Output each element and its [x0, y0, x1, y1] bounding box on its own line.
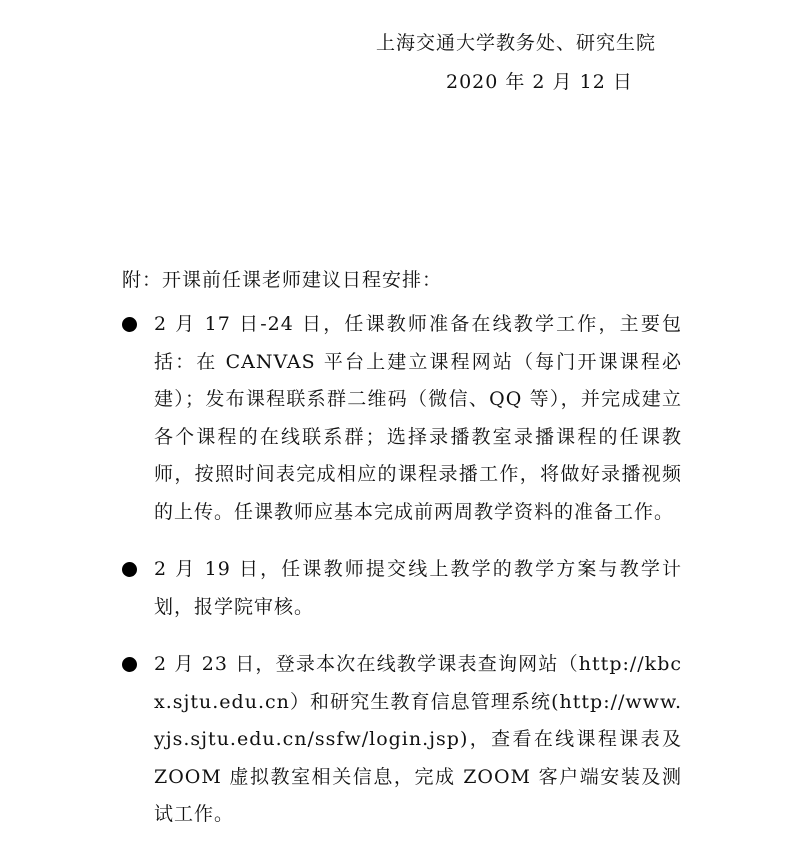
bullet-icon	[122, 562, 137, 577]
schedule-item-text: 2 月 17 日-24 日，任课教师准备在线教学工作，主要包括：在 CANVAS 平台上建立课程网站（每门开课课程必建）；发布课程联系群二维码（微信、QQ 等），并完成建立各个课程的在线联系群；选择录播教室录播课程的任课教师，按照时间表完成相应的课程录播工作，将做好录播视频的上传。任课教师应基本完成前两周教学资料的准备工作。	[154, 313, 682, 523]
bullet-icon	[122, 657, 137, 672]
schedule-list	[122, 306, 682, 854]
schedule-item-text: 2 月 19 日，任课教师提交线上教学的教学方案与教学计划，报学院审核。	[154, 558, 682, 618]
attachment-heading: 附：开课前任课老师建议日程安排：	[122, 269, 443, 291]
bullet-icon	[122, 317, 137, 332]
signature-date: 2020 年 2 月 12 日	[446, 71, 633, 93]
schedule-item	[122, 551, 682, 626]
schedule-item	[122, 646, 682, 834]
schedule-item-text: 2 月 23 日，登录本次在线教学课表查询网站（http://kbcx.sjtu.edu.cn）和研究生教育信息管理系统(http://www.yjs.sjtu.edu.cn/ssfw/login.jsp)，查看在线课程课表及 ZOOM 虚拟教室相关信息，完成 ZOOM 客户端安装及测试工作。	[154, 653, 682, 825]
signature-organization: 上海交通大学教务处、研究生院	[376, 32, 657, 54]
schedule-item	[122, 306, 682, 531]
